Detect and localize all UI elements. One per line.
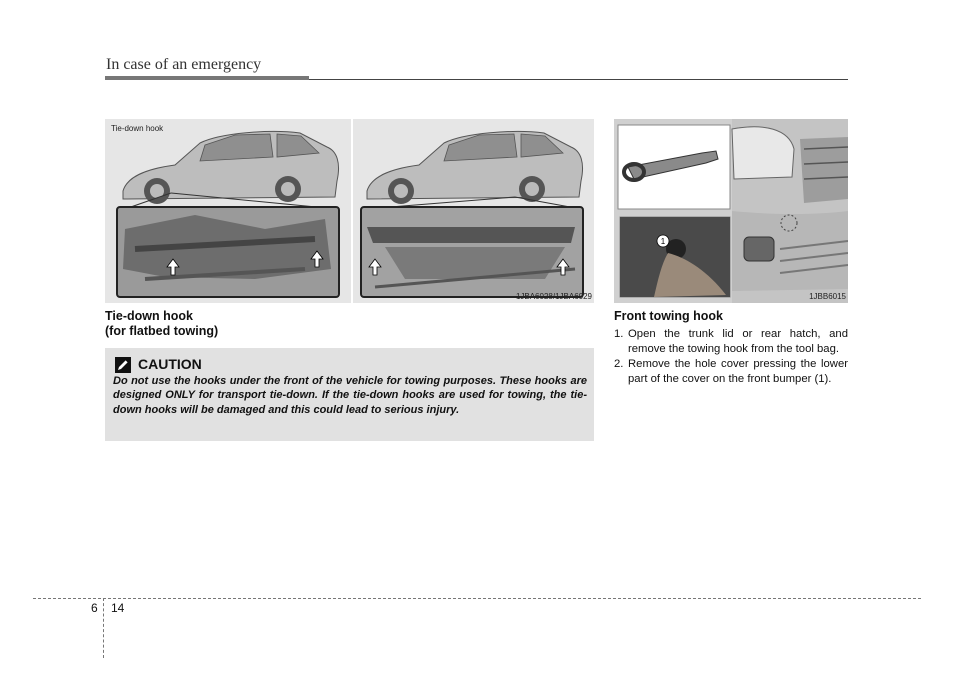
page-number: 14 bbox=[111, 601, 125, 615]
caution-text: Do not use the hooks under the front of the vehicle for towing purposes. These hooks are designed ONLY for transport tie-down. If the tie-down hooks are used for towing, the tie-down hooks will be damaged and this could lead to serious injury. bbox=[113, 375, 587, 416]
caution-title: CAUTION bbox=[138, 356, 202, 372]
headlamp bbox=[732, 127, 794, 179]
caution-pencil-icon bbox=[115, 357, 131, 373]
figure-code: 1JBA6028/1JBA6029 bbox=[515, 292, 592, 301]
instruction-item bbox=[614, 327, 848, 356]
tie-down-hook-heading bbox=[105, 309, 218, 339]
chapter-number: 6 bbox=[91, 601, 98, 615]
towing-hook-inset bbox=[618, 125, 730, 209]
front-towing-hook-figure bbox=[614, 119, 848, 303]
front-towing-hook-heading: Front towing hook bbox=[614, 309, 724, 323]
underbody-inset-right bbox=[361, 207, 583, 297]
caution-box bbox=[105, 348, 594, 441]
instruction-item bbox=[614, 357, 848, 386]
step-text: Open the trunk lid or rear hatch, and remove the towing hook from the tool bag. bbox=[628, 328, 848, 355]
footer-rule bbox=[33, 598, 921, 599]
heading-line: (for flatbed towing) bbox=[105, 324, 219, 338]
step-number: 2. bbox=[614, 358, 624, 370]
underbody-inset-left bbox=[117, 207, 339, 297]
step-text: Remove the hole cover pressing the lower part of the cover on the front bumper (1). bbox=[628, 358, 848, 385]
step-number: 1. bbox=[614, 328, 624, 340]
footer-divider bbox=[103, 598, 104, 658]
instruction-list bbox=[614, 327, 848, 387]
figure-label: Tie-down hook bbox=[111, 124, 164, 133]
heading-line: Tie-down hook bbox=[105, 309, 193, 323]
bumper-inset bbox=[620, 217, 730, 297]
tie-down-hook-illustration bbox=[105, 119, 594, 303]
header-rule-thick bbox=[105, 76, 309, 80]
tie-down-hook-figure bbox=[105, 119, 594, 303]
callout-number: 1 bbox=[660, 237, 666, 246]
front-towing-hook-illustration bbox=[614, 119, 848, 303]
page-header-title: In case of an emergency bbox=[106, 56, 262, 73]
header-rule bbox=[309, 79, 848, 80]
fog-lamp bbox=[744, 237, 774, 261]
figure-code: 1JBB6015 bbox=[809, 292, 846, 301]
